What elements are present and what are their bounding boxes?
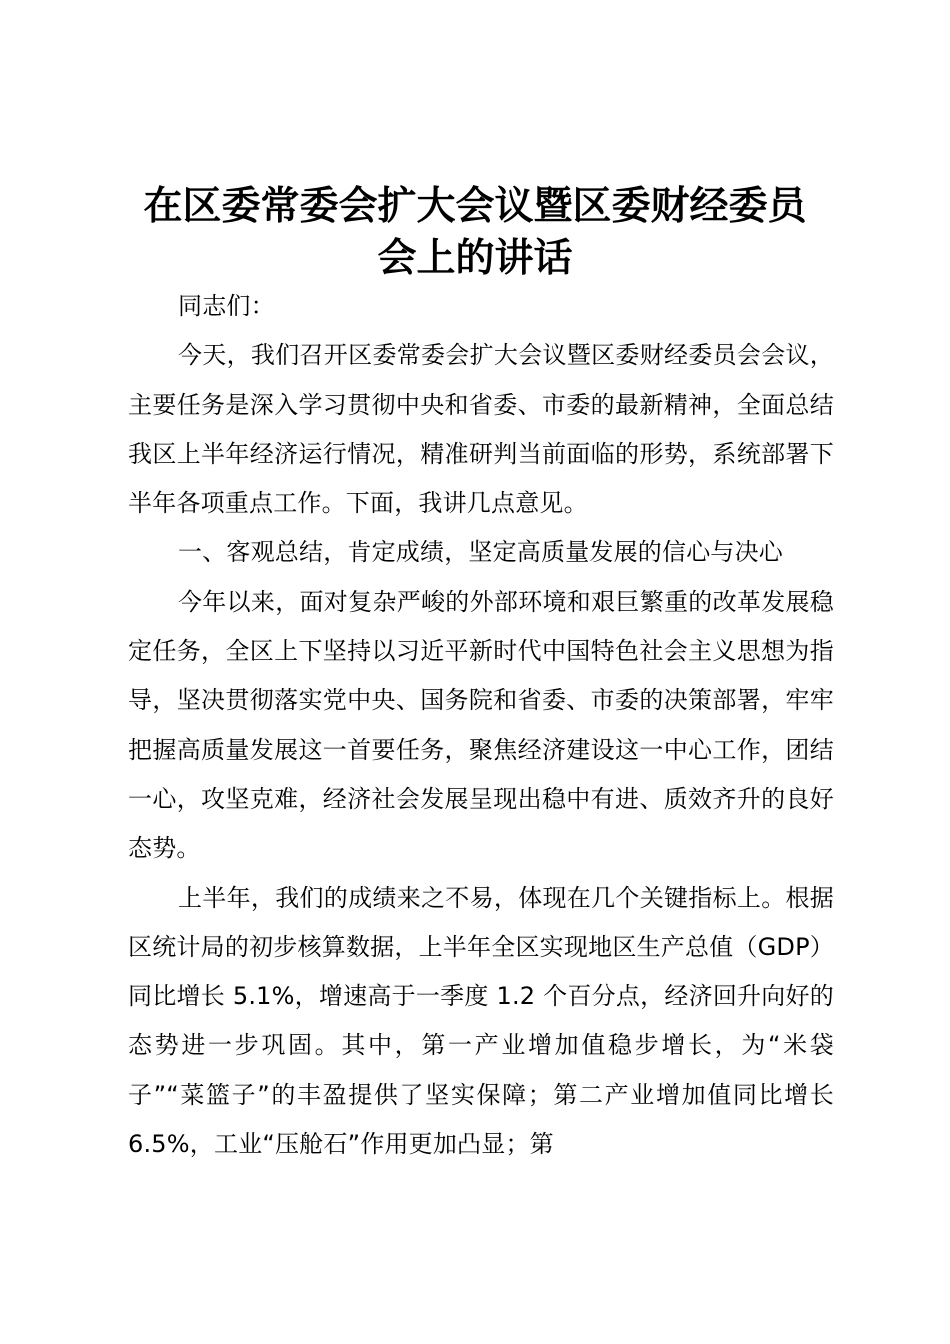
document-title xyxy=(110,180,840,284)
paragraph-intro: 今天，我们召开区委常委会扩大会议暨区委财经委员会会议，主要任务是深入学习贯彻中央和省委、市委的最新精神，全面总结我区上半年经济运行情况，精准研判当前面临的形势，系统部署下半年各项重点工作。下面，我讲几点意见。 xyxy=(128,341,834,518)
section-heading-1: 一、客观总结，肯定成绩，坚定高质量发展的信心与决心 xyxy=(178,538,783,567)
title-line-1: 在区委常委会扩大会议暨区委财经委员 xyxy=(143,183,807,229)
title-line-2: 会上的讲话 xyxy=(377,235,573,281)
document-body xyxy=(128,282,834,1169)
paragraph-overview: 今年以来，面对复杂严峻的外部环境和艰巨繁重的改革发展稳定任务，全区上下坚持以习近平新时代中国特色社会主义思想为指导，坚决贯彻落实党中央、国务院和省委、市委的决策部署，牢牢把握高质量发展这一首要任务，聚焦经济建设这一中心工作，团结一心，攻坚克难，经济社会发展呈现出稳中有进、质效齐升的良好态势。 xyxy=(128,587,834,863)
paragraph-indicators: 上半年，我们的成绩来之不易，体现在几个关键指标上。根据区统计局的初步核算数据，上半年全区实现地区生产总值（GDP）同比增长 5.1%，增速高于一季度 1.2 个百分点，经济回升向好的态势进一步巩固。其中，第一产业增加值稳步增长，为“米袋子”“菜篮子”的丰盈提供了坚实保障；第二产业增加值同比增长 6.5%，工业“压舱石”作用更加凸显；第 xyxy=(128,883,834,1159)
greeting: 同志们： xyxy=(178,292,275,320)
